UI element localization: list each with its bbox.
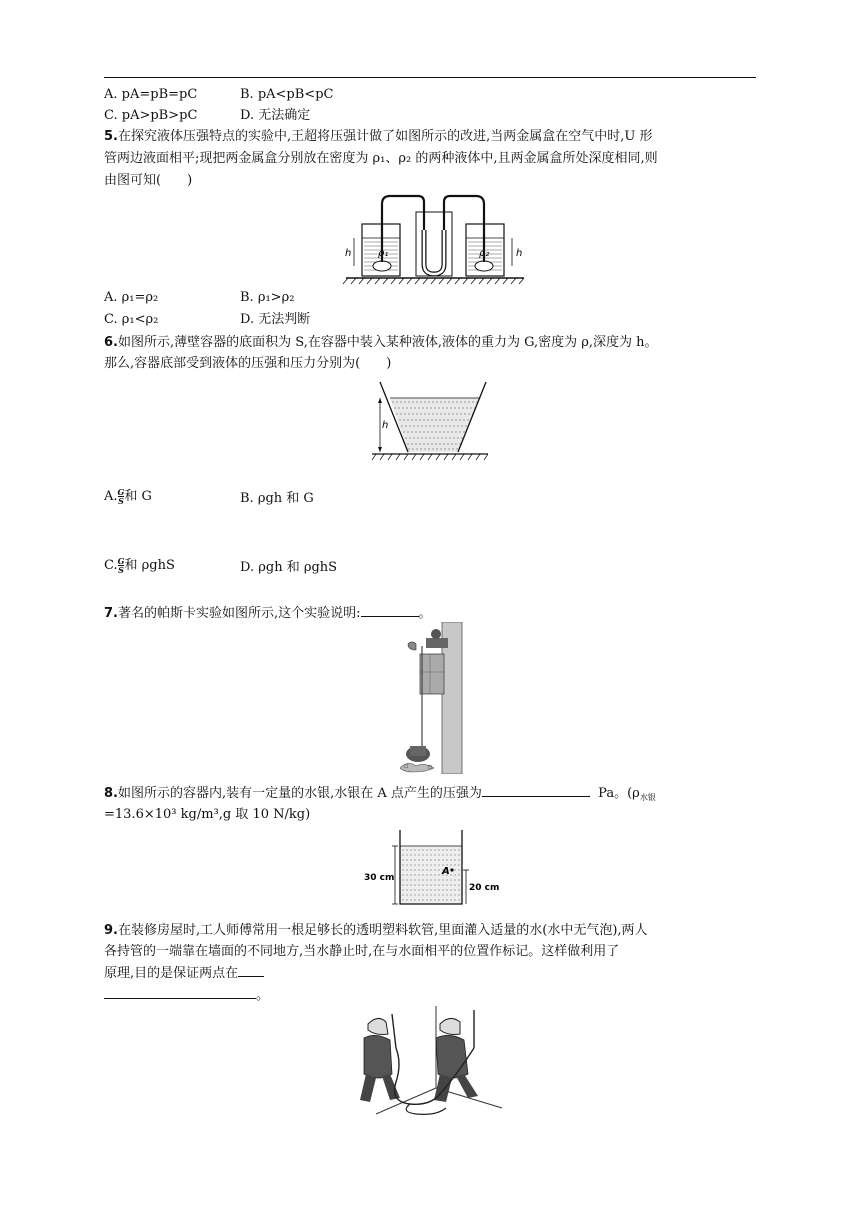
q6-option-d[interactable]: D. ρgh 和 ρghS <box>240 560 338 575</box>
q8-point-a-label: A <box>442 866 450 877</box>
q4-option-b[interactable]: B. pA<pB<pC <box>240 87 334 102</box>
q5-option-d[interactable]: D. 无法判断 <box>240 312 311 327</box>
q7-end: 。 <box>418 606 432 621</box>
q6-container-figure <box>370 378 490 464</box>
q7-answer-blank[interactable] <box>361 604 419 617</box>
q8-text-1: 如图所示的容器内,装有一定量的水银,水银在 A 点产生的压强为 <box>117 786 482 801</box>
q9-answer-blank-2[interactable] <box>104 986 256 999</box>
q8-mercury-container-figure <box>362 826 502 910</box>
q7-stem <box>104 604 432 623</box>
q8-20cm-label: 20 cm <box>469 883 500 893</box>
q9-number: 9. <box>104 923 118 938</box>
q9-end: 。 <box>256 988 270 1003</box>
q4-option-a[interactable]: A. pA=pB=pC <box>104 87 198 102</box>
q6-option-a-denominator: S <box>118 496 124 506</box>
q5-rho2-label: ρ₂ <box>479 248 490 259</box>
q6-option-c[interactable] <box>104 557 175 575</box>
q5-stem-line-3: 由图可知( ) <box>104 173 193 188</box>
q8-number: 8. <box>104 786 118 801</box>
q6-option-a[interactable] <box>104 488 152 506</box>
q6-option-c-suffix: 和 ρghS <box>124 558 175 573</box>
q9-text-3: 原理,目的是保证两点在 <box>104 966 239 981</box>
q7-number: 7. <box>104 606 118 621</box>
q5-text-1: 在探究液体压强特点的实验中,王超将压强计做了如图所示的改进,当两金属盒在空气中时,U 形 <box>117 129 653 144</box>
q6-option-a-suffix: 和 G <box>124 489 152 504</box>
q7-text: 著名的帕斯卡实验如图所示,这个实验说明: <box>117 606 361 621</box>
q8-30cm-label: 30 cm <box>364 873 395 883</box>
q9-workers-hose-figure <box>356 1004 506 1120</box>
q5-h-left-label: h <box>345 248 352 259</box>
q5-stem-line-1 <box>104 128 652 146</box>
q5-option-a[interactable]: A. ρ₁=ρ₂ <box>104 290 159 305</box>
q8-subscript: 水银 <box>639 793 656 802</box>
q6-text-1: 如图所示,薄壁容器的底面积为 S,在容器中装入某种液体,液体的重力为 G,密度为 ρ,深度为 h。 <box>117 335 658 350</box>
q5-rho1-label: ρ₁ <box>378 248 389 259</box>
q5-h-right-label: h <box>516 248 523 259</box>
q4-option-d[interactable]: D. 无法确定 <box>240 108 311 123</box>
q6-option-a-prefix: A. <box>104 489 118 504</box>
q8-unit: Pa。(ρ <box>598 786 640 801</box>
q6-option-b[interactable]: B. ρgh 和 G <box>240 491 314 506</box>
q6-stem-line-1 <box>104 334 658 352</box>
q5-option-c[interactable]: C. ρ₁<ρ₂ <box>104 312 159 327</box>
q9-stem-line-1 <box>104 922 648 940</box>
q9-stem-line-3 <box>104 964 264 983</box>
q4-option-c[interactable]: C. pA>pB>pC <box>104 108 198 123</box>
q8-stem-line-1 <box>104 784 656 807</box>
q5-pressure-gauge-figure <box>340 190 530 286</box>
q9-text-1: 在装修房屋时,工人师傅常用一根足够长的透明塑料软管,里面灌入适量的水(水中无气泡),两人 <box>117 923 648 938</box>
q6-option-c-numerator: G <box>117 556 125 566</box>
q8-answer-blank[interactable] <box>482 784 590 797</box>
q5-option-b[interactable]: B. ρ₁>ρ₂ <box>240 290 295 305</box>
q6-number: 6. <box>104 335 118 350</box>
q8-stem-line-2: =13.6×10³ kg/m³,g 取 10 N/kg) <box>104 807 311 822</box>
header-rule <box>104 77 756 78</box>
q9-answer-blank-1[interactable] <box>238 964 264 977</box>
q6-option-c-denominator: S <box>118 565 124 575</box>
q9-stem-line-4 <box>104 986 269 1005</box>
q9-stem-line-2: 各持管的一端靠在墙面的不同地方,当水静止时,在与水面相平的位置作标记。这样做利用了 <box>104 944 620 959</box>
q6-option-c-prefix: C. <box>104 558 118 573</box>
q7-pascal-barrel-figure <box>398 622 468 774</box>
q5-stem-line-2: 管两边液面相平;现把两金属盒分别放在密度为 ρ₁、ρ₂ 的两种液体中,且两金属盒所处深度相同,则 <box>104 151 658 166</box>
q6-stem-line-2: 那么,容器底部受到液体的压强和压力分别为( ) <box>104 356 392 371</box>
q6-option-a-numerator: G <box>117 487 125 497</box>
q5-number: 5. <box>104 129 118 144</box>
q6-h-label: h <box>382 420 389 431</box>
